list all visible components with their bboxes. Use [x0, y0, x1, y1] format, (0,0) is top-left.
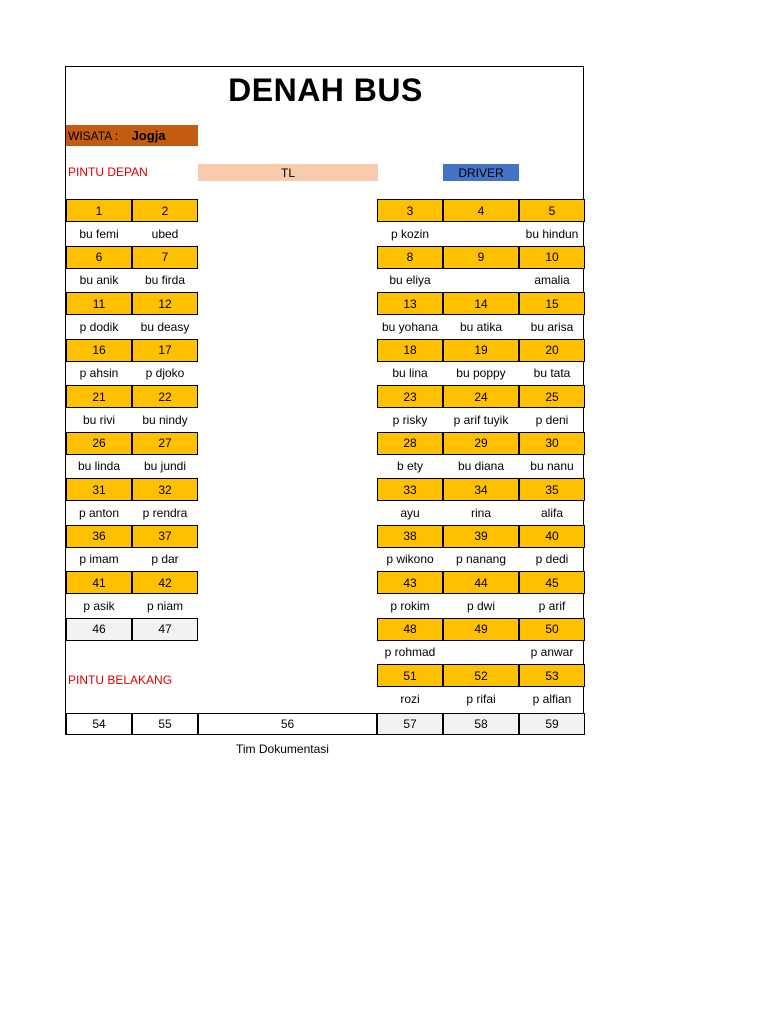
seat-13: 13 — [377, 292, 443, 315]
passenger-name: p djoko — [145, 366, 185, 380]
trip-label: WISATA : — [68, 129, 119, 143]
passenger-name: p rifai — [466, 691, 496, 706]
seat-46: 46 — [66, 618, 132, 641]
footer-note: Tim Dokumentasi — [236, 742, 329, 756]
seat-24: 24 — [443, 385, 519, 408]
passenger-name: b ety — [396, 459, 423, 473]
seat-19: 19 — [443, 339, 519, 362]
passenger-name: bu yohana — [381, 319, 439, 334]
passenger-name: bu nanu — [530, 459, 574, 473]
seat-51: 51 — [377, 664, 443, 687]
rear-door-label: PINTU BELAKANG — [68, 673, 173, 687]
seat-37: 37 — [132, 525, 198, 548]
seat-14: 14 — [443, 292, 519, 315]
seat-29: 29 — [443, 432, 519, 455]
tour-leader-seat: TL — [198, 164, 378, 181]
seat-31: 31 — [66, 478, 132, 501]
seat-26: 26 — [66, 432, 132, 455]
passenger-name: p dar — [151, 552, 179, 566]
seat-52: 52 — [443, 664, 519, 687]
seat-25: 25 — [519, 385, 585, 408]
seat-6: 6 — [66, 246, 132, 269]
seat-48: 48 — [377, 618, 443, 641]
passenger-name: bu atika — [459, 319, 503, 334]
passenger-name: p anwar — [530, 645, 574, 659]
passenger-name: bu femi — [79, 226, 119, 241]
front-door-label: PINTU DEPAN — [68, 165, 148, 179]
passenger-name: bu hindun — [525, 226, 579, 241]
seat-15: 15 — [519, 292, 585, 315]
seat-57: 57 — [377, 713, 443, 735]
seat-49: 49 — [443, 618, 519, 641]
seat-11: 11 — [66, 292, 132, 315]
passenger-name: p risky — [392, 412, 428, 427]
seat-45: 45 — [519, 571, 585, 594]
seat-16: 16 — [66, 339, 132, 362]
passenger-name: bu eliya — [389, 273, 431, 287]
seat-1: 1 — [66, 199, 132, 222]
seat-32: 32 — [132, 478, 198, 501]
passenger-name: bu nindy — [142, 412, 188, 427]
passenger-name: p dwi — [466, 598, 495, 613]
seat-54: 54 — [66, 713, 132, 735]
seat-40: 40 — [519, 525, 585, 548]
seat-10: 10 — [519, 246, 585, 269]
passenger-name: ayu — [400, 505, 420, 520]
passenger-name: p deni — [535, 412, 569, 427]
passenger-name: amalia — [534, 273, 570, 287]
trip-label-cell — [66, 125, 198, 146]
seat-9: 9 — [443, 246, 519, 269]
passenger-name: p rohmad — [384, 645, 436, 659]
passenger-name: p dedi — [535, 552, 569, 566]
seat-22: 22 — [132, 385, 198, 408]
seat-17: 17 — [132, 339, 198, 362]
seat-27: 27 — [132, 432, 198, 455]
passenger-name: bu firda — [144, 273, 186, 287]
passenger-name: bu arisa — [530, 319, 574, 334]
bus-seat-map — [65, 66, 584, 735]
seat-47: 47 — [132, 618, 198, 641]
seat-20: 20 — [519, 339, 585, 362]
passenger-name: p rokim — [390, 598, 430, 613]
seat-30: 30 — [519, 432, 585, 455]
passenger-name: p nanang — [455, 552, 507, 566]
seat-33: 33 — [377, 478, 443, 501]
passenger-name: p asik — [83, 598, 115, 613]
passenger-name: ubed — [151, 226, 179, 241]
seat-38: 38 — [377, 525, 443, 548]
passenger-name: p arif tuyik — [453, 412, 509, 427]
seat-4: 4 — [443, 199, 519, 222]
passenger-name: p arif — [538, 598, 566, 613]
seat-36: 36 — [66, 525, 132, 548]
passenger-name: bu linda — [77, 459, 121, 473]
seat-43: 43 — [377, 571, 443, 594]
seat-8: 8 — [377, 246, 443, 269]
passenger-name: bu lina — [392, 366, 428, 380]
seat-12: 12 — [132, 292, 198, 315]
seat-41: 41 — [66, 571, 132, 594]
seat-53: 53 — [519, 664, 585, 687]
passenger-name: p alfian — [532, 691, 572, 706]
seat-42: 42 — [132, 571, 198, 594]
passenger-name: bu tata — [533, 366, 571, 380]
seat-35: 35 — [519, 478, 585, 501]
seat-21: 21 — [66, 385, 132, 408]
seat-44: 44 — [443, 571, 519, 594]
passenger-name: rina — [470, 505, 491, 520]
seat-18: 18 — [377, 339, 443, 362]
seat-2: 2 — [132, 199, 198, 222]
passenger-name: p wikono — [386, 552, 434, 566]
passenger-name: p anton — [78, 505, 120, 520]
seat-28: 28 — [377, 432, 443, 455]
passenger-name: bu deasy — [140, 319, 190, 334]
seat-56: 56 — [198, 713, 377, 735]
trip-value: Jogja — [131, 128, 166, 143]
passenger-name: rozi — [400, 691, 420, 706]
seat-23: 23 — [377, 385, 443, 408]
seat-39: 39 — [443, 525, 519, 548]
passenger-name: bu anik — [79, 273, 119, 287]
seat-50: 50 — [519, 618, 585, 641]
passenger-name: bu rivi — [82, 412, 115, 427]
passenger-name: p imam — [79, 552, 119, 566]
passenger-name: p ahsin — [79, 366, 119, 380]
seat-59: 59 — [519, 713, 585, 735]
page-title: DENAH BUS — [228, 72, 423, 108]
passenger-name: bu poppy — [456, 366, 506, 380]
passenger-name: p niam — [146, 598, 184, 613]
seat-3: 3 — [377, 199, 443, 222]
passenger-name: p rendra — [142, 505, 188, 520]
seat-58: 58 — [443, 713, 519, 735]
passenger-name: alifa — [540, 505, 563, 520]
seat-7: 7 — [132, 246, 198, 269]
passenger-name: p dodik — [79, 319, 119, 334]
passenger-name: p kozin — [390, 226, 430, 241]
seat-34: 34 — [443, 478, 519, 501]
passenger-name: bu diana — [457, 459, 505, 473]
seat-55: 55 — [132, 713, 198, 735]
driver-seat: DRIVER — [443, 164, 519, 181]
seat-5: 5 — [519, 199, 585, 222]
passenger-name: bu jundi — [143, 459, 187, 473]
